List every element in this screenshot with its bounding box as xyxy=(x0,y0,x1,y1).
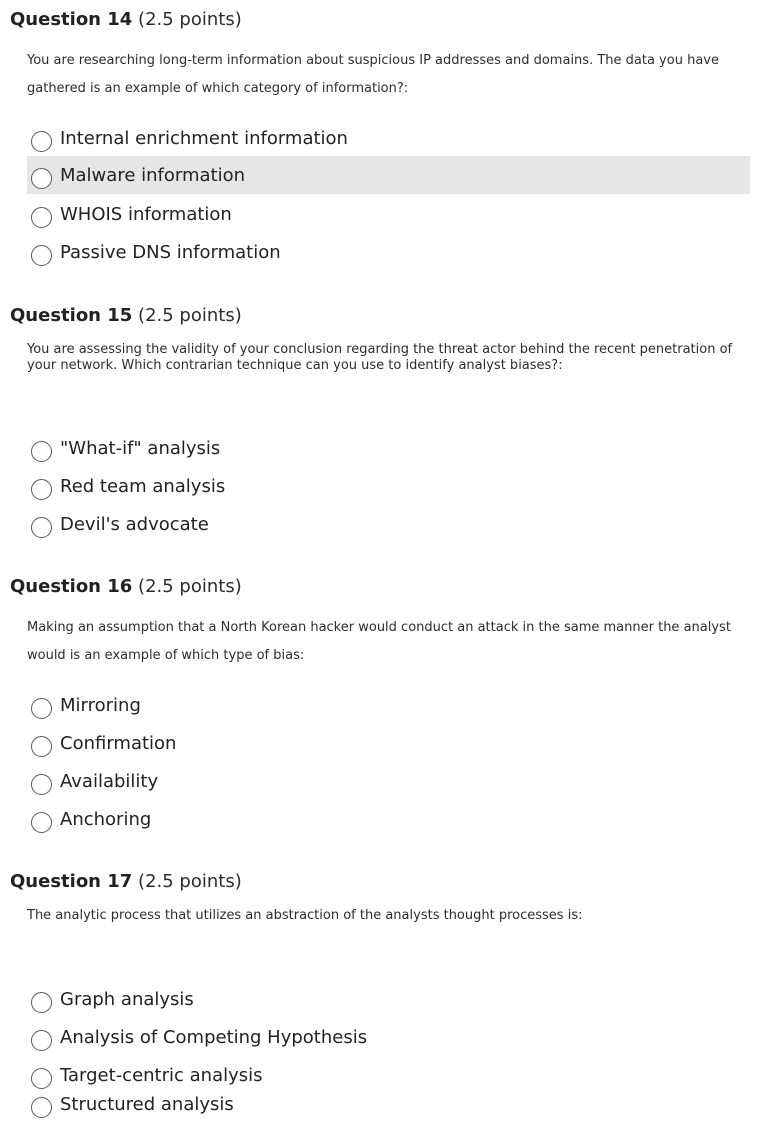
radio-button[interactable] xyxy=(31,812,52,833)
option-label: Mirroring xyxy=(60,694,141,716)
q15-option-3[interactable] xyxy=(27,505,750,543)
radio-button[interactable] xyxy=(31,168,52,189)
radio-button[interactable] xyxy=(31,441,52,462)
radio-button[interactable] xyxy=(31,1030,52,1051)
q16-option-3[interactable] xyxy=(27,762,750,800)
question-14-prompt: You are researching long-term information about suspicious IP addresses and domains. The data you have gathered is an example of which category of information?: xyxy=(27,53,719,96)
q17-option-4[interactable] xyxy=(27,1085,750,1123)
option-label: Devil's advocate xyxy=(60,513,209,535)
q16-option-2[interactable] xyxy=(27,724,750,762)
radio-button[interactable] xyxy=(31,774,52,795)
option-label: Graph analysis xyxy=(60,988,194,1010)
question-17-prompt: The analytic process that utilizes an abstraction of the analysts thought processes is: xyxy=(27,908,583,923)
question-15-title xyxy=(10,305,242,327)
option-label: Target-centric analysis xyxy=(60,1064,263,1086)
question-17-title xyxy=(10,871,242,893)
option-label: Internal enrichment information xyxy=(60,127,348,149)
question-points: (2.5 points) xyxy=(138,305,242,326)
question-points: (2.5 points) xyxy=(138,871,242,892)
option-label: Passive DNS information xyxy=(60,241,281,263)
radio-button[interactable] xyxy=(31,207,52,228)
option-label: "What-if" analysis xyxy=(60,437,221,459)
radio-button[interactable] xyxy=(31,245,52,266)
radio-button[interactable] xyxy=(31,1097,52,1118)
option-label: Red team analysis xyxy=(60,475,226,497)
option-label: Structured analysis xyxy=(60,1093,234,1115)
option-label: Anchoring xyxy=(60,808,152,830)
question-points: (2.5 points) xyxy=(138,9,242,30)
radio-button[interactable] xyxy=(31,698,52,719)
question-points: (2.5 points) xyxy=(138,576,242,597)
radio-button[interactable] xyxy=(31,992,52,1013)
q16-option-1[interactable] xyxy=(27,686,750,724)
q14-option-1[interactable] xyxy=(27,119,750,157)
option-label: Availability xyxy=(60,770,159,792)
q14-option-4[interactable] xyxy=(27,233,750,271)
radio-button[interactable] xyxy=(31,517,52,538)
radio-button[interactable] xyxy=(31,131,52,152)
option-label: WHOIS information xyxy=(60,203,232,225)
question-number: Question 14 xyxy=(10,9,133,30)
radio-button[interactable] xyxy=(31,736,52,757)
q17-option-2[interactable] xyxy=(27,1018,750,1056)
question-number: Question 17 xyxy=(10,871,133,892)
option-label: Analysis of Competing Hypothesis xyxy=(60,1026,368,1048)
q16-option-4[interactable] xyxy=(27,800,750,838)
q15-option-2[interactable] xyxy=(27,467,750,505)
question-number: Question 15 xyxy=(10,305,133,326)
option-label: Confirmation xyxy=(60,732,177,754)
question-16-prompt: Making an assumption that a North Korean hacker would conduct an attack in the same manner the analyst would is an example of which type of bias: xyxy=(27,620,731,663)
option-label: Malware information xyxy=(60,164,246,186)
q15-option-1[interactable] xyxy=(27,429,750,467)
q17-option-1[interactable] xyxy=(27,980,750,1018)
radio-button[interactable] xyxy=(31,479,52,500)
q14-option-2[interactable] xyxy=(27,156,750,194)
q14-option-3[interactable] xyxy=(27,195,750,233)
question-15-prompt: You are assessing the validity of your conclusion regarding the threat actor behind the recent penetration of your network. Which contrarian technique can you use to identify analyst biases?: xyxy=(27,342,733,373)
question-16-title xyxy=(10,576,242,598)
question-14-title xyxy=(10,9,242,31)
question-number: Question 16 xyxy=(10,576,133,597)
